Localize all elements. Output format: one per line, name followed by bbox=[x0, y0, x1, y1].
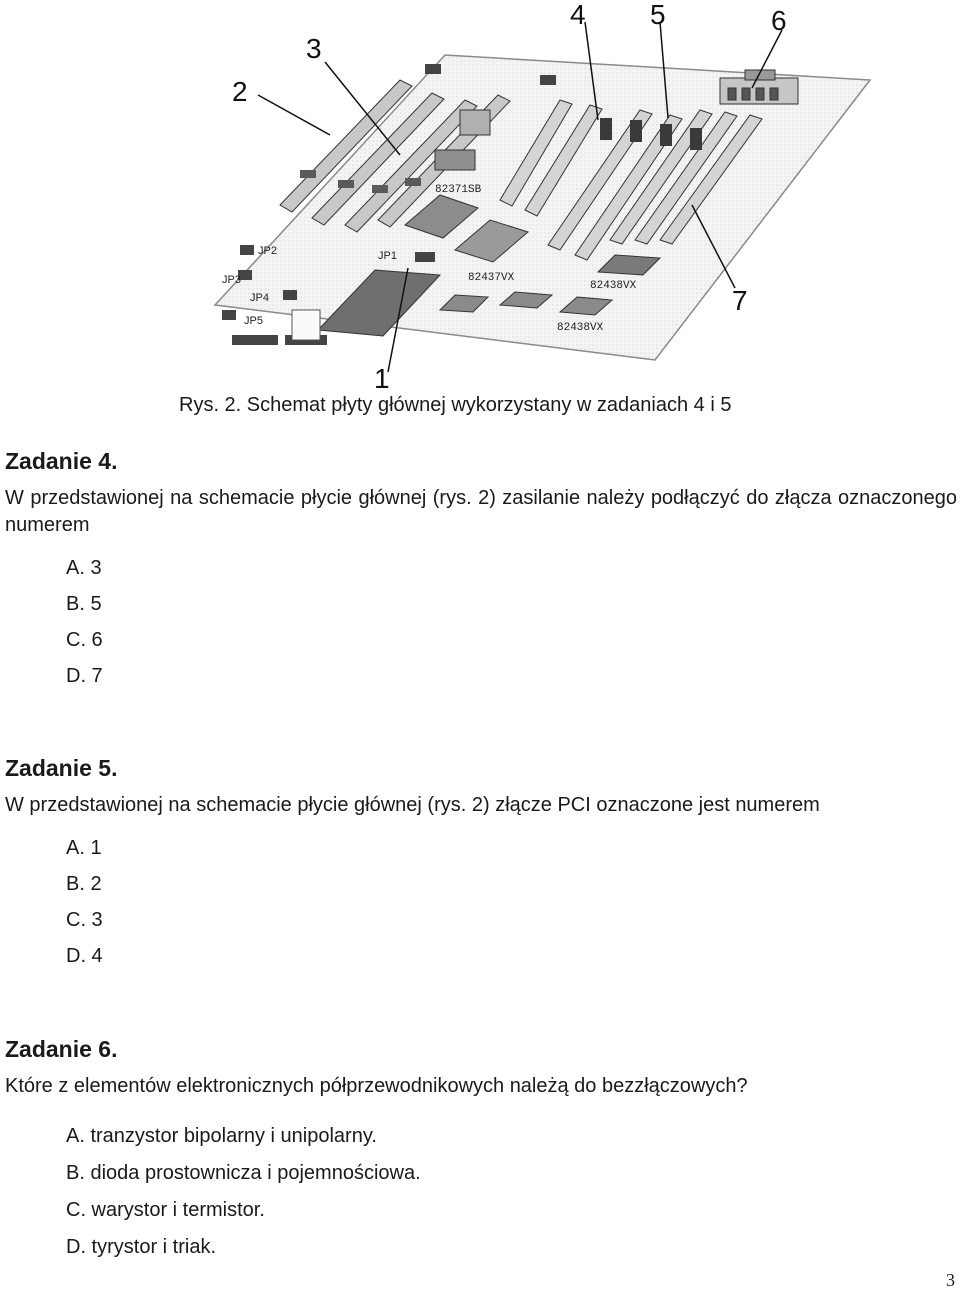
chip-label: 82438VX bbox=[557, 322, 604, 334]
callout-number: 3 bbox=[306, 33, 322, 64]
task6-option-b: B. dioda prostownicza i pojemnościowa. bbox=[66, 1162, 421, 1184]
jumper-label: JP5 bbox=[244, 315, 263, 327]
callout-number: 1 bbox=[374, 363, 390, 394]
task4-option-c: C. 6 bbox=[66, 629, 103, 651]
motherboard-diagram bbox=[0, 0, 960, 395]
page-number: 3 bbox=[946, 1270, 955, 1290]
task5-question: W przedstawionej na schemacie płycie głównej (rys. 2) złącze PCI oznaczone jest numerem bbox=[5, 794, 820, 816]
task6-title: Zadanie 6. bbox=[5, 1036, 118, 1062]
figure-caption: Rys. 2. Schemat płyty głównej wykorzystany w zadaniach 4 i 5 bbox=[179, 394, 732, 416]
task6-question: Które z elementów elektronicznych półprzewodnikowych należą do bezzłączowych? bbox=[5, 1075, 748, 1097]
task5-title: Zadanie 5. bbox=[5, 755, 118, 781]
chip-label: 82371SB bbox=[435, 184, 482, 196]
jumper-label: JP2 bbox=[258, 245, 277, 257]
chip-label: 82438VX bbox=[590, 280, 637, 292]
callout-number: 7 bbox=[732, 285, 748, 316]
task4-option-d: D. 7 bbox=[66, 665, 103, 687]
task4-option-a: A. 3 bbox=[66, 557, 102, 579]
chip-label: 82437VX bbox=[468, 272, 515, 284]
task5-option-b: B. 2 bbox=[66, 873, 102, 895]
jumper-label: JP4 bbox=[250, 292, 269, 304]
callout-number: 6 bbox=[771, 5, 787, 36]
bracket bbox=[292, 310, 320, 340]
jumper-label: JP3 bbox=[222, 274, 241, 286]
task4-question: W przedstawionej na schemacie płycie głównej (rys. 2) zasilanie należy podłączyć do złącza oznaczonego numerem bbox=[5, 487, 957, 536]
callout-number: 5 bbox=[650, 0, 666, 30]
task5-option-d: D. 4 bbox=[66, 945, 103, 967]
task5-option-c: C. 3 bbox=[66, 909, 103, 931]
task5-option-a: A. 1 bbox=[66, 837, 102, 859]
task6-option-d: D. tyrystor i triak. bbox=[66, 1236, 217, 1258]
task4-title: Zadanie 4. bbox=[5, 448, 118, 474]
task6-option-c: C. warystor i termistor. bbox=[66, 1199, 265, 1221]
task6-option-a: A. tranzystor bipolarny i unipolarny. bbox=[66, 1125, 377, 1147]
callout-number: 2 bbox=[232, 76, 248, 107]
callout-number: 4 bbox=[570, 0, 586, 30]
task4-option-b: B. 5 bbox=[66, 593, 102, 615]
jumper-label: JP1 bbox=[378, 250, 397, 262]
